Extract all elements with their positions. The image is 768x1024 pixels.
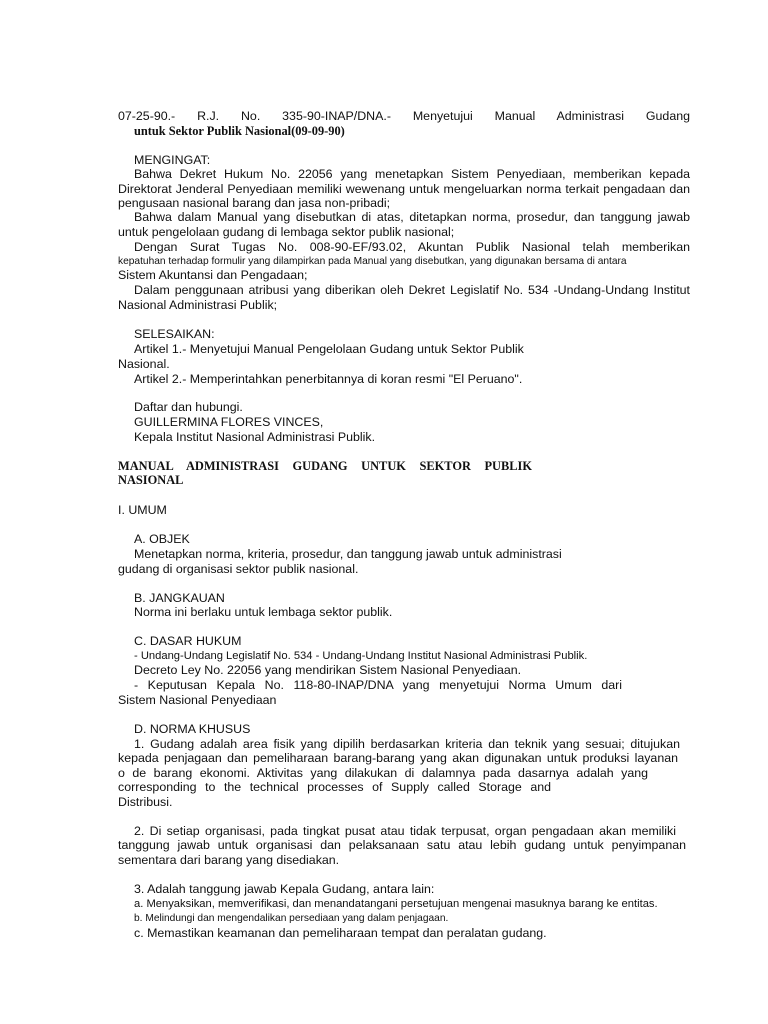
text-line: Decreto Ley No. 22056 yang mendirikan Sistem Nasional Penyediaan. [134,663,522,677]
section-heading-jangkauan: B. JANGKAUAN [134,591,225,605]
text-line: sementara dari barang yang disediakan. [118,853,340,867]
text-line: Dalam penggunaan atribusi yang diberikan oleh Dekret Legislatif No. 534 -Undang-Undang Institut [134,283,690,297]
section-heading-mengingat: MENGINGAT: [134,153,211,167]
section-heading-dasar-hukum: C. DASAR HUKUM [134,634,242,648]
text-line: Nasional. [118,357,170,371]
text-line: Sistem Akuntansi dan Pengadaan; [118,268,308,282]
list-item: b. Melindungi dan mengendalikan persediaan yang dalam penjagaan. [134,913,449,924]
resolution-header: 07-25-90.- R.J. No. 335-90-INAP/DNA.- Menyetujui Manual Administrasi Gudang [118,109,690,123]
list-item: c. Memastikan keamanan dan pemeliharaan tempat dan peralatan gudang. [134,926,547,940]
manual-title-cont: NASIONAL [118,473,184,487]
text-line: Daftar dan hubungi. [134,400,243,414]
text-line: - Undang-Undang Legislatif No. 534 - Undang-Undang Institut Nasional Administrasi Publik. [134,650,588,662]
text-line: untuk pengelolaan gudang di lembaga sektor publik nasional; [118,225,455,239]
list-item: a. Menyaksikan, memverifikasi, dan menandatangani persetujuan mengenai masuknya barang ke entitas. [134,898,658,910]
section-heading-objek: A. OBJEK [134,532,190,546]
signatory-title: Kepala Institut Nasional Administrasi Publik. [134,430,376,444]
text-line: - Keputusan Kepala No. 118-80-INAP/DNA yang menyetujui Norma Umum dari [134,678,622,692]
text-line: kepatuhan terhadap formulir yang dilampirkan pada Manual yang disebutkan, yang digunakan bersama di antara [118,256,627,267]
text-line: Bahwa Dekret Hukum No. 22056 yang menetapkan Sistem Penyediaan, memberikan kepada [134,167,690,181]
text-line: Nasional Administrasi Publik; [118,298,278,312]
text-line: Bahwa dalam Manual yang disebutkan di atas, ditetapkan norma, prosedur, dan tanggung jawab [134,210,690,224]
text-line: 3. Adalah tanggung jawab Kepala Gudang, antara lain: [134,882,435,896]
text-line: Menetapkan norma, kriteria, prosedur, dan tanggung jawab untuk administrasi [134,547,562,561]
text-line: Dengan Surat Tugas No. 008-90-EF/93.02, Akuntan Publik Nasional telah memberikan [134,240,690,254]
text-line: gudang di organisasi sektor publik nasional. [118,562,359,576]
manual-title: MANUAL ADMINISTRASI GUDANG UNTUK SEKTOR PUBLIK [118,459,532,473]
text-line: kepada penjagaan dan pemeliharaan barang-barang yang akan digunakan untuk produksi layanan [118,751,678,765]
text-line: Artikel 2.- Memperintahkan penerbitannya di koran resmi "El Peruano". [134,372,523,386]
text-line: Sistem Nasional Penyediaan [118,693,277,707]
text-line: corresponding to the technical processes of Supply called Storage and [118,780,551,794]
text-line: Distribusi. [118,795,173,809]
text-line: tanggung jawab untuk organisasi dan pelaksanaan satu atau lebih gudang untuk penyimpanan [118,838,686,852]
text-line: pengusaan nasional barang dan jasa non-pribadi; [118,196,391,210]
signatory-name: GUILLERMINA FLORES VINCES, [134,415,324,429]
section-heading-selesaikan: SELESAIKAN: [134,327,215,341]
resolution-subheader: untuk Sektor Publik Nasional(09-09-90) [134,124,345,138]
text-line: Direktorat Jenderal Penyediaan memiliki wewenang untuk mengeluarkan norma terkait pengadaan dan [118,182,690,196]
section-heading-norma-khusus: D. NORMA KHUSUS [134,722,251,736]
text-line: Norma ini berlaku untuk lembaga sektor publik. [134,605,393,619]
chapter-heading: I. UMUM [118,503,167,517]
text-line: 2. Di setiap organisasi, pada tingkat pusat atau tidak terpusat, organ pengadaan akan memiliki [134,824,676,838]
text-line: o de barang ekonomi. Aktivitas yang dilakukan di dalamnya pada dasarnya adalah yang [118,766,648,780]
text-line: Artikel 1.- Menyetujui Manual Pengelolaan Gudang untuk Sektor Publik [134,342,524,356]
text-line: 1. Gudang adalah area fisik yang dipilih berdasarkan kriteria dan teknik yang sesuai; ditujukan [134,737,680,751]
